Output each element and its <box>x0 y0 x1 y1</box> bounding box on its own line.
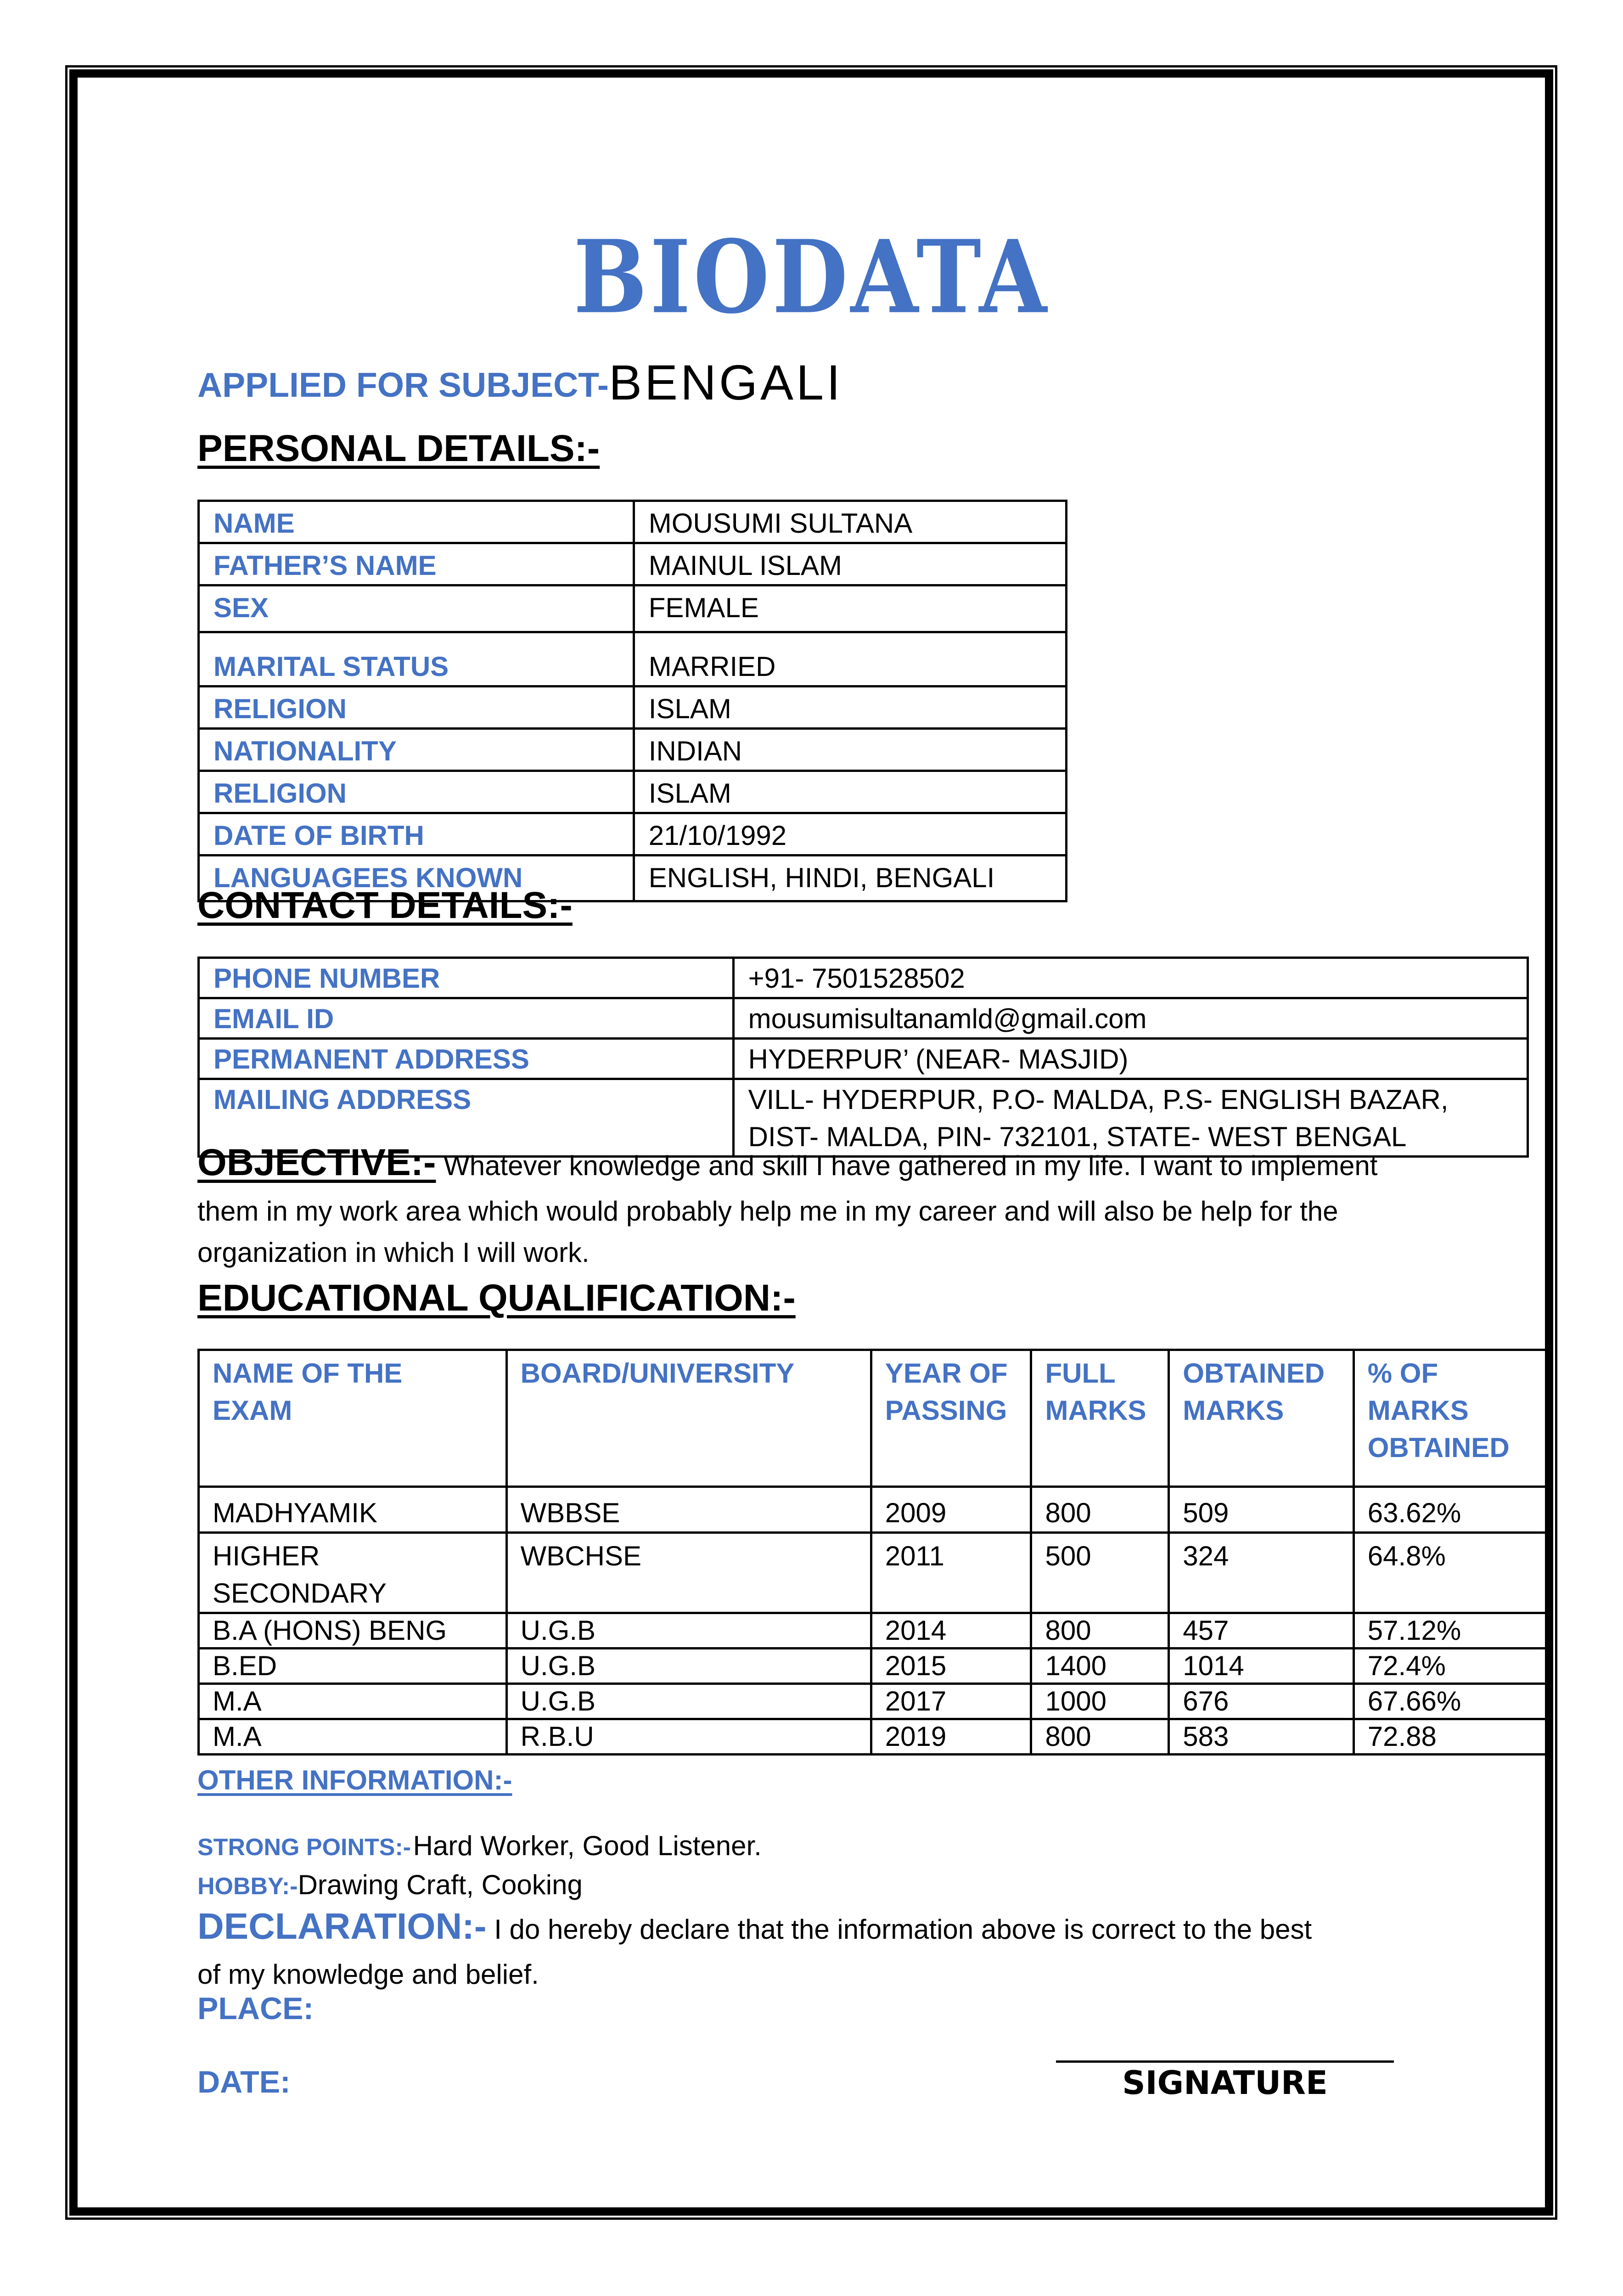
contact-label: MAILING ADDRESS <box>199 1079 734 1157</box>
edu-cell-board: U.G.B <box>506 1684 871 1719</box>
personal-row <box>199 585 1067 632</box>
signature-label: SIGNATURE <box>1122 2064 1328 2102</box>
contact-row <box>199 958 1528 998</box>
declaration-text: of my knowledge and belief. <box>197 1959 539 1990</box>
edu-cell-exam: M.A <box>199 1684 507 1719</box>
declaration-heading: DECLARATION:- <box>197 1906 487 1947</box>
personal-label: FATHER’S NAME <box>199 543 634 585</box>
header-board: BOARD/UNIVERSITY <box>506 1350 871 1487</box>
contact-details-table <box>197 957 1529 1158</box>
edu-cell-year: 2009 <box>871 1487 1031 1533</box>
edu-cell-full: 800 <box>1031 1719 1169 1755</box>
applied-label: APPLIED FOR SUBJECT- <box>197 366 609 404</box>
email-value: mousumisultanamld@gmail.com <box>733 998 1528 1039</box>
edu-row <box>199 1684 1551 1719</box>
declaration-section <box>197 1899 1312 1995</box>
objective-text: them in my work area which would probably help me in my career and will also be help for the <box>197 1196 1338 1227</box>
personal-label: DATE OF BIRTH <box>199 813 634 855</box>
edu-cell-percent: 72.88 <box>1353 1719 1550 1755</box>
personal-row <box>199 687 1067 729</box>
edu-cell-board: U.G.B <box>506 1649 871 1684</box>
personal-value: ISLAM <box>634 687 1066 729</box>
contact-label: PHONE NUMBER <box>199 958 734 998</box>
contact-label: EMAIL ID <box>199 998 734 1039</box>
edu-cell-full: 800 <box>1031 1487 1169 1533</box>
personal-value: MARRIED <box>634 632 1066 687</box>
place-label: PLACE: <box>197 1991 314 2026</box>
personal-label: NATIONALITY <box>199 729 634 771</box>
edu-row <box>199 1719 1551 1755</box>
edu-cell-exam: M.A <box>199 1719 507 1755</box>
edu-row <box>199 1487 1551 1533</box>
personal-value: MAINUL ISLAM <box>634 543 1066 585</box>
edu-cell-obtained: 457 <box>1169 1613 1354 1649</box>
contact-value: +91- 7501528502 <box>733 958 1528 998</box>
personal-value: ENGLISH, HINDI, BENGALI <box>634 855 1066 901</box>
personal-value: FEMALE <box>634 585 1066 632</box>
edu-cell-obtained: 1014 <box>1169 1649 1354 1684</box>
edu-cell-full: 1000 <box>1031 1684 1169 1719</box>
contact-details-heading: CONTACT DETAILS:- <box>197 884 573 926</box>
other-information-heading: OTHER INFORMATION:- <box>197 1765 512 1795</box>
document-title: BIODATA <box>573 218 1050 336</box>
date-label: DATE: <box>197 2065 291 2099</box>
personal-value: MOUSUMI SULTANA <box>634 501 1066 543</box>
educational-qualification-table <box>197 1349 1552 1756</box>
personal-value: ISLAM <box>634 771 1066 813</box>
edu-cell-exam: B.A (HONS) BENG <box>199 1613 507 1649</box>
edu-cell-percent: 67.66% <box>1353 1684 1550 1719</box>
hobby-label: HOBBY:- <box>197 1873 298 1900</box>
strong-points <box>197 1825 762 1867</box>
edu-cell-year: 2011 <box>871 1533 1031 1613</box>
header-exam: NAME OF THE EXAM <box>199 1350 507 1487</box>
contact-row <box>199 998 1528 1039</box>
edu-cell-exam: MADHYAMIK <box>199 1487 507 1533</box>
edu-cell-exam: HIGHER SECONDARY <box>199 1533 507 1613</box>
hobby-value: Drawing Craft, Cooking <box>298 1869 583 1900</box>
header-obtained-marks: OBTAINED MARKS <box>1169 1350 1354 1487</box>
edu-cell-exam: B.ED <box>199 1649 507 1684</box>
applied-for-subject <box>197 354 843 411</box>
edu-cell-year: 2015 <box>871 1649 1031 1684</box>
edu-cell-year: 2017 <box>871 1684 1031 1719</box>
header-year: YEAR OF PASSING <box>871 1350 1031 1487</box>
personal-label: MARITAL STATUS <box>199 632 634 687</box>
edu-cell-year: 2019 <box>871 1719 1031 1755</box>
personal-row <box>199 771 1067 813</box>
edu-cell-obtained: 583 <box>1169 1719 1354 1755</box>
edu-header-row <box>199 1350 1551 1487</box>
personal-row <box>199 632 1067 687</box>
edu-cell-full: 1400 <box>1031 1649 1169 1684</box>
objective-text: organization in which I will work. <box>197 1237 590 1268</box>
personal-row <box>199 501 1067 543</box>
edu-cell-percent: 63.62% <box>1353 1487 1550 1533</box>
edu-cell-year: 2014 <box>871 1613 1031 1649</box>
edu-cell-board: R.B.U <box>506 1719 871 1755</box>
contact-label: PERMANENT ADDRESS <box>199 1039 734 1079</box>
educational-qualification-heading: EDUCATIONAL QUALIFICATION:- <box>197 1277 796 1319</box>
edu-cell-board: WBBSE <box>506 1487 871 1533</box>
edu-cell-full: 800 <box>1031 1613 1169 1649</box>
objective-text: Whatever knowledge and skill I have gathered in my life. I want to implement <box>444 1150 1378 1181</box>
edu-row <box>199 1613 1551 1649</box>
strong-points-label: STRONG POINTS:- <box>197 1834 411 1861</box>
personal-row <box>199 729 1067 771</box>
edu-cell-full: 500 <box>1031 1533 1169 1613</box>
edu-row <box>199 1649 1551 1684</box>
edu-row <box>199 1533 1551 1613</box>
edu-cell-board: U.G.B <box>506 1613 871 1649</box>
edu-cell-obtained: 509 <box>1169 1487 1354 1533</box>
contact-value: HYDERPUR’ (NEAR- MASJID) <box>733 1039 1528 1079</box>
edu-cell-obtained: 324 <box>1169 1533 1354 1613</box>
contact-row <box>199 1039 1528 1079</box>
objective-heading: OBJECTIVE:- <box>197 1142 436 1183</box>
personal-value: 21/10/1992 <box>634 813 1066 855</box>
personal-row <box>199 543 1067 585</box>
personal-details-table <box>197 500 1067 902</box>
personal-label: NAME <box>199 501 634 543</box>
personal-label: LANGUAGEES KNOWN <box>199 855 634 901</box>
applied-subject: BENGALI <box>608 355 843 410</box>
personal-label: RELIGION <box>199 687 634 729</box>
edu-cell-percent: 57.12% <box>1353 1613 1550 1649</box>
personal-row <box>199 813 1067 855</box>
header-full-marks: FULL MARKS <box>1031 1350 1169 1487</box>
edu-cell-percent: 72.4% <box>1353 1649 1550 1684</box>
personal-details-heading: PERSONAL DETAILS:- <box>197 428 600 469</box>
edu-cell-board: WBCHSE <box>506 1533 871 1613</box>
personal-value: INDIAN <box>634 729 1066 771</box>
personal-label: SEX <box>199 585 634 632</box>
personal-label: RELIGION <box>199 771 634 813</box>
mailing-address-line: DIST- MALDA, PIN- 732101, STATE- WEST BENGAL <box>748 1121 1407 1152</box>
objective-section <box>197 1134 1506 1273</box>
edu-cell-percent: 64.8% <box>1353 1533 1550 1613</box>
signature-line <box>1056 2060 1394 2063</box>
mailing-address-line: VILL- HYDERPUR, P.O- MALDA, P.S- ENGLISH BAZAR, <box>748 1084 1449 1115</box>
edu-cell-obtained: 676 <box>1169 1684 1354 1719</box>
strong-points-value: Hard Worker, Good Listener. <box>413 1830 762 1861</box>
header-percent: % OF MARKS OBTAINED <box>1353 1350 1550 1487</box>
declaration-text: I do hereby declare that the information above is correct to the best <box>494 1914 1312 1945</box>
